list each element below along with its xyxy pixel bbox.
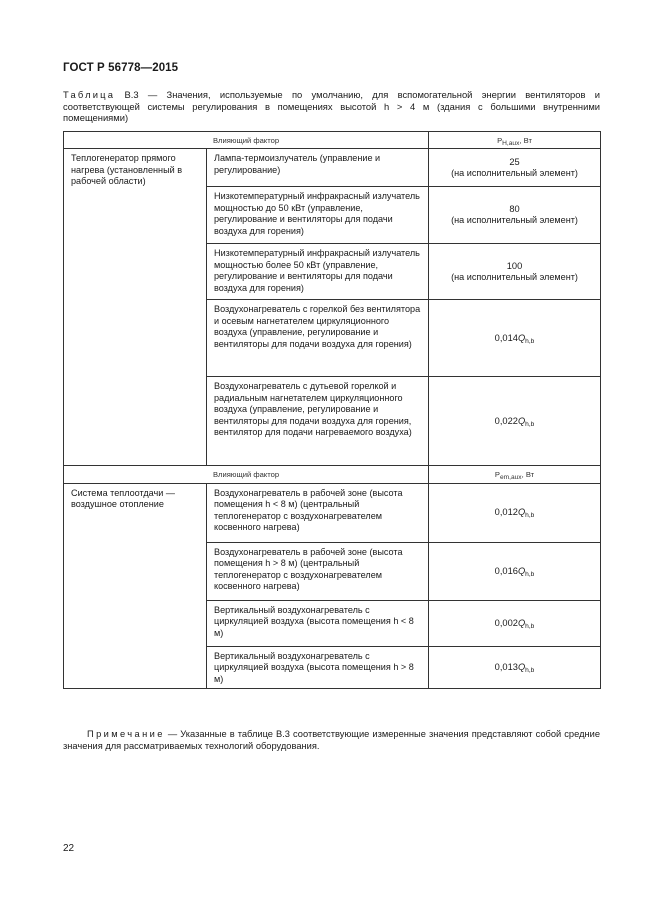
value-subscript: h,b [525, 570, 535, 578]
value-subscript: h,b [525, 420, 535, 428]
value-coefficient: 0,012 [494, 507, 518, 518]
value-symbol: Q [517, 617, 526, 628]
value-header-symbol: P [497, 136, 503, 145]
value-header-unit: , Вт [521, 470, 535, 480]
value-symbol: Q [517, 661, 526, 672]
row-description: Воздухонагреватель с дутьевой горелкой и радиальным нагнетателем циркуляционного воздуха (управление, регулирование и вентиляторы для подачи воздуха для горения, вентилятор для подачи нагреваемого воздуха) [207, 377, 429, 466]
value-note: (на исполнительный элемент) [451, 215, 578, 226]
value-coefficient: 0,016 [494, 565, 518, 576]
value-header-subscript: H,aux [502, 140, 520, 147]
table-caption-label: Таблица [63, 89, 116, 100]
value-header-unit: , Вт [519, 136, 532, 145]
value-symbol: Q [517, 507, 526, 518]
value-coefficient: 0,014 [494, 332, 518, 343]
row-description: Воздухонагреватель в рабочей зоне (высота помещения h < 8 м) (центральный теплогенератор с воздухонагревателем косвенного нагрева) [207, 483, 429, 542]
value-column-header [429, 466, 601, 483]
default-values-table [63, 131, 601, 689]
row-value [429, 300, 601, 377]
value-formula [495, 416, 535, 426]
factor-column-header: Влияющий фактор [64, 466, 429, 483]
value-note: (на исполнительный элемент) [451, 167, 578, 178]
row-value [429, 244, 601, 300]
row-value [429, 377, 601, 466]
note-label: Примечание [87, 729, 165, 739]
row-value [429, 149, 601, 187]
page-number: 22 [63, 843, 75, 854]
value-header-subscript: em,aux [499, 474, 522, 482]
value-subscript: h,b [525, 512, 535, 520]
table-note [63, 728, 600, 753]
note-text: — Указанные в таблице В.3 соответствующие измеренные значения представляют собой средние значения для рассматриваемых технологий оборудования. [63, 729, 600, 752]
value-symbol: Q [517, 332, 526, 343]
row-description: Вертикальный воздухонагреватель с циркуляцией воздуха (высота помещения h < 8 м) [207, 600, 429, 646]
value-coefficient: 0,013 [494, 661, 518, 672]
row-value [429, 646, 601, 688]
value-formula [495, 333, 535, 343]
table-row [64, 483, 601, 542]
value-number: 25 [509, 156, 520, 167]
value-formula [495, 618, 535, 628]
value-header-symbol: P [494, 470, 500, 480]
group-label: Теплогенератор прямого нагрева (установленный в рабочей области) [64, 149, 207, 466]
value-number: 80 [509, 204, 520, 214]
section2-header-row [64, 466, 601, 483]
value-coefficient: 0,022 [494, 415, 518, 426]
table-caption [63, 89, 600, 124]
row-description: Воздухонагреватель в рабочей зоне (высота помещения h > 8 м) (центральный теплогенератор с воздухонагревателем косвенного нагрева) [207, 542, 429, 600]
table-caption-number: В.3 [124, 89, 139, 100]
value-note: (на исполнительный элемент) [451, 271, 578, 282]
value-subscript: h,b [525, 666, 535, 674]
row-description: Лампа-термоизлучатель (управление и регулирование) [207, 149, 429, 187]
value-coefficient: 0,002 [494, 617, 518, 628]
row-value [429, 542, 601, 600]
section1-header-row [64, 132, 601, 149]
row-description: Воздухонагреватель с горелкой без вентилятора и осевым нагнетателем циркуляционного воздуха (управление, регулирование и вентиляторы для подачи воздуха для горения) [207, 300, 429, 377]
row-value [429, 600, 601, 646]
value-formula [495, 566, 535, 576]
factor-column-header: Влияющий фактор [64, 132, 429, 149]
value-symbol: Q [517, 415, 526, 426]
row-description: Низкотемпературный инфракрасный излучатель мощностью до 50 кВт (управление, регулирование и вентиляторы для подачи воздуха для горения) [207, 187, 429, 244]
row-value [429, 483, 601, 542]
value-subscript: h,b [525, 622, 535, 630]
value-symbol: Q [517, 565, 526, 576]
table-caption-text: — Значения, используемые по умолчанию, для вспомогательной энергии вентиляторов и соответствующей системы регулирования в помещениях высотой h > 4 м (здания с большими внутренними помещениями) [63, 89, 601, 124]
value-formula [495, 662, 535, 672]
value-column-header [429, 132, 601, 149]
document-code: ГОСТ Р 56778—2015 [63, 62, 179, 74]
table-row [64, 149, 601, 187]
value-number: 100 [506, 260, 523, 271]
row-value [429, 187, 601, 244]
group-label: Система теплоотдачи — воздушное отопление [64, 483, 207, 688]
row-description: Вертикальный воздухонагреватель с циркуляцией воздуха (высота помещения h > 8 м) [207, 646, 429, 688]
value-subscript: h,b [525, 337, 535, 345]
value-formula [494, 507, 535, 520]
row-description: Низкотемпературный инфракрасный излучатель мощностью более 50 кВт (управление, регулирование и вентиляторы для подачи воздуха для горения) [207, 244, 429, 300]
